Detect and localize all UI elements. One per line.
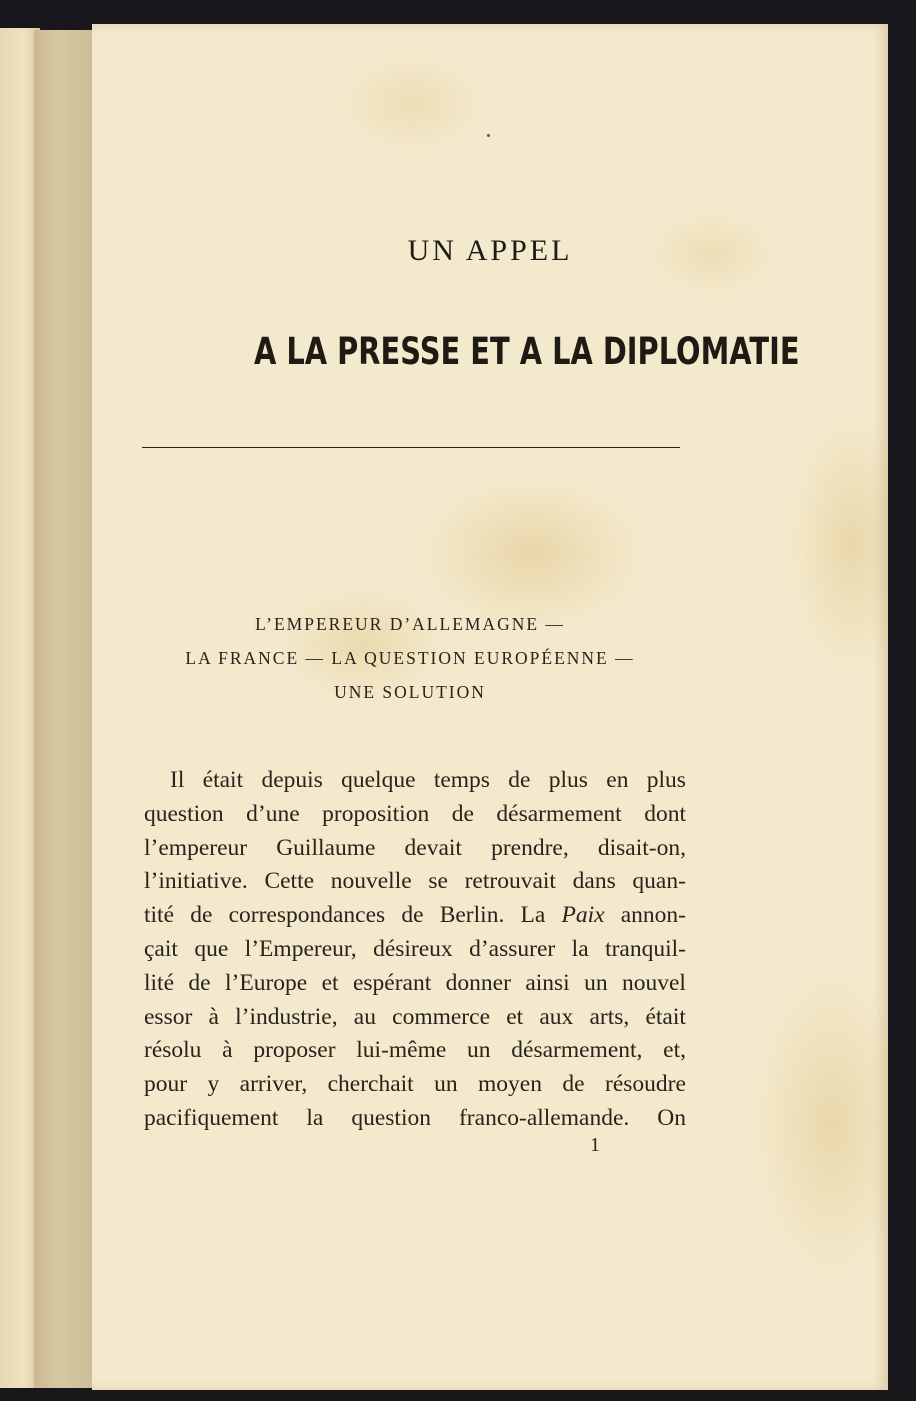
- word: de: [451, 800, 474, 827]
- word: de: [190, 902, 213, 929]
- chapter-subheading: [92, 607, 728, 709]
- word: prendre,: [491, 834, 569, 861]
- word: temps: [433, 767, 490, 793]
- body-paragraph: [144, 764, 686, 1136]
- word: résoudre: [605, 1071, 686, 1098]
- word: question: [351, 1104, 431, 1131]
- word: de: [188, 969, 211, 996]
- word: et,: [663, 1037, 686, 1064]
- word: désarmement,: [511, 1037, 643, 1064]
- subheading-line: L’EMPEREUR D’ALLEMAGNE —: [255, 614, 565, 634]
- word: l’initiative.: [144, 868, 248, 895]
- word: Paix: [561, 902, 605, 929]
- text-line: [144, 933, 686, 967]
- text-line: [144, 1102, 686, 1136]
- word: espérant: [352, 969, 432, 996]
- word: y: [207, 1071, 220, 1098]
- word: essor: [144, 1003, 193, 1030]
- word: dans: [572, 868, 616, 895]
- word: l’industrie,: [235, 1003, 338, 1030]
- word: Cette: [264, 868, 315, 895]
- word: un: [434, 1071, 458, 1098]
- word: de: [508, 767, 531, 793]
- title-line-1: UN APPEL: [407, 234, 573, 267]
- word: un: [584, 969, 608, 996]
- word: d’une: [246, 800, 300, 827]
- word: nouvelle: [330, 868, 412, 895]
- word: que: [194, 935, 229, 962]
- word: plus: [646, 767, 686, 793]
- word: était: [202, 767, 244, 793]
- word: la: [306, 1104, 324, 1131]
- word: proposer: [253, 1037, 336, 1064]
- subheading-line: LA FRANCE — LA QUESTION EUROPÉENNE —: [185, 648, 635, 668]
- word: franco-allemande.: [458, 1104, 630, 1131]
- word: pacifiquement: [144, 1104, 279, 1131]
- word: en: [606, 767, 629, 793]
- word: Berlin.: [439, 902, 505, 929]
- word: annon-: [620, 902, 686, 929]
- title-line-2: A LA PRESSE ET A LA DIPLOMATIE: [253, 330, 800, 373]
- speck: [487, 134, 490, 137]
- word: désarmement: [496, 800, 622, 827]
- word: aux: [539, 1003, 574, 1030]
- word: d’assurer: [469, 935, 556, 962]
- word: se: [428, 868, 448, 895]
- word: au: [353, 1003, 376, 1030]
- word: de: [562, 1071, 585, 1098]
- word: tité: [144, 902, 175, 929]
- word: désireux: [373, 935, 453, 962]
- word: Guillaume: [276, 834, 376, 861]
- word: à: [208, 1003, 219, 1030]
- word: correspondances: [228, 902, 386, 929]
- word: quelque: [341, 767, 416, 793]
- word: l’Europe: [225, 969, 308, 996]
- word: nouvel: [621, 969, 686, 996]
- word: cherchait: [327, 1071, 414, 1098]
- word: La: [520, 902, 546, 929]
- subheading-line: UNE SOLUTION: [334, 682, 486, 702]
- text-line: [144, 1001, 686, 1035]
- word: depuis: [261, 767, 323, 793]
- word: pour: [144, 1071, 188, 1098]
- title-rule: [142, 447, 680, 448]
- word: moyen: [478, 1071, 542, 1098]
- word: arts,: [589, 1003, 630, 1030]
- text-line: [144, 832, 686, 866]
- word: çait: [144, 935, 178, 962]
- word: l’empereur: [144, 834, 248, 861]
- word: commerce: [392, 1003, 490, 1030]
- word: était: [645, 1003, 686, 1030]
- word: plus: [548, 767, 588, 793]
- word: ainsi: [525, 969, 570, 996]
- word: question: [144, 800, 224, 827]
- word: et: [321, 969, 339, 996]
- word: proposition: [322, 800, 430, 827]
- word: l’Empereur,: [244, 935, 357, 962]
- word: arriver,: [239, 1071, 308, 1098]
- word: On: [657, 1104, 686, 1131]
- page-number: 1: [590, 1134, 600, 1156]
- word: lité: [144, 969, 175, 996]
- text-line: [144, 798, 686, 832]
- text-line: [144, 967, 686, 1001]
- word: Il: [170, 767, 185, 793]
- word: lui-même: [356, 1037, 447, 1064]
- word: tranquil-: [605, 935, 686, 962]
- word: retrouvait: [464, 868, 556, 895]
- word: résolu: [144, 1037, 202, 1064]
- word: la: [571, 935, 589, 962]
- text-line: [144, 865, 686, 899]
- word: de: [401, 902, 424, 929]
- word: disait-on,: [597, 834, 686, 861]
- book-page: [92, 24, 888, 1390]
- word: un: [467, 1037, 491, 1064]
- text-line: [144, 1034, 686, 1068]
- word: devait: [404, 834, 462, 861]
- word: à: [222, 1037, 233, 1064]
- text-line: [144, 764, 686, 798]
- text-line: [144, 1068, 686, 1102]
- text-line: [144, 899, 686, 933]
- word: et: [506, 1003, 524, 1030]
- word: donner: [445, 969, 511, 996]
- word: dont: [644, 800, 686, 827]
- binding-strip: [34, 30, 95, 1388]
- word: quan-: [632, 868, 686, 895]
